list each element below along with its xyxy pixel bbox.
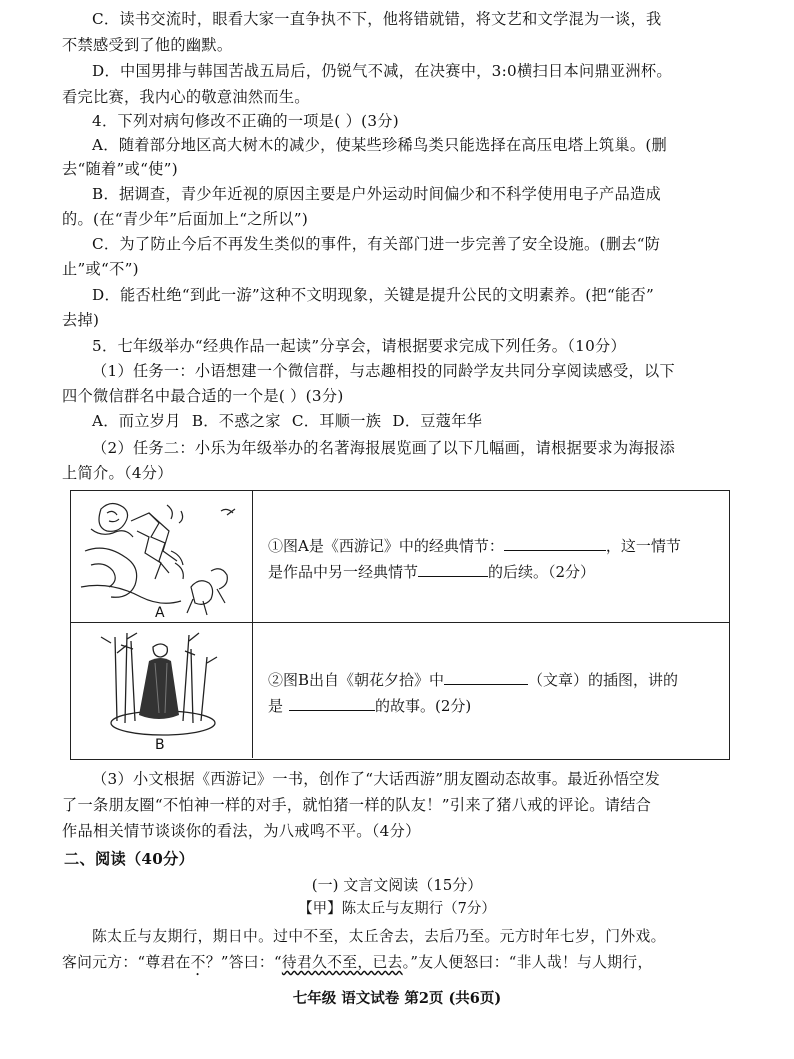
- row-a-q1-post: ，这一情节: [605, 537, 681, 555]
- q5-task3-line2: 了一条朋友圈“不怕神一样的对手，就怕猪一样的队友！”引来了猪八戒的评论。请结合: [62, 796, 652, 814]
- q3-option-c-line1: C．读书交流时，眼看大家一直争执不下，他将错就错，将文艺和文学混为一谈，我: [92, 10, 662, 28]
- q4-option-d-line2: 去掉): [62, 311, 100, 329]
- passage-line2-a: 客问元方：“尊君在: [62, 954, 191, 971]
- row-b-question-line2: [268, 693, 471, 719]
- q3-option-d-line2: 看完比赛，我内心的敬意油然而生。: [62, 88, 310, 106]
- answer-blank-b1[interactable]: [444, 670, 528, 685]
- section-reading-title: 二、阅读（40分）: [64, 850, 195, 868]
- q5-task3-line3: 作品相关情节谈谈你的看法，为八戒鸣不平。（4分）: [62, 822, 421, 840]
- row-b-q1-pre: ②图B出自《朝花夕拾》中: [268, 671, 445, 689]
- poster-row-a: [71, 491, 729, 623]
- illustration-b-bamboo-figure: [71, 623, 251, 753]
- q5-stem: 5．七年级举办“经典作品一起读”分享会，请根据要求完成下列任务。（10分）: [92, 337, 627, 355]
- q4-stem: 4．下列对病句修改不正确的一项是( ）(3分): [92, 112, 400, 130]
- q3-option-c-line2: 不禁感受到了他的幽默。: [62, 36, 233, 54]
- page-footer: 七年级 语文试卷 第2页 (共6页): [292, 990, 502, 1007]
- poster-row-b-text: [254, 623, 729, 758]
- q4-option-d-line1: D．能否杜绝“到此一游”这种不文明现象，关键是提升公民的文明素养。(把“能否”: [92, 286, 655, 304]
- answer-blank-a1[interactable]: [504, 536, 606, 551]
- poster-table: [70, 490, 730, 760]
- passage-line2-emph: 不: [190, 954, 206, 971]
- classical-reading-subtitle: (一) 文言文阅读（15分）: [311, 876, 483, 894]
- row-a-question-line1: [268, 533, 681, 559]
- q4-option-b-line2: 的。(在“青少年”后面加上“之所以”): [62, 210, 309, 228]
- passage-title: 【甲】陈太丘与友期行（7分）: [298, 901, 496, 917]
- passage-line1: 陈太丘与友期行，期日中。过中不至，太丘舍去，去后乃至。元方时年七岁，门外戏。: [92, 928, 666, 945]
- row-b-q2-pre: 是: [268, 697, 284, 715]
- illustration-b-cell: [71, 623, 253, 758]
- q4-option-a-line1: A．随着部分地区高大树木的减少，使某些珍稀鸟类只能选择在高压电塔上筑巢。(删: [92, 136, 668, 154]
- q5-task1-line2: 四个微信群名中最合适的一个是( ）(3分): [62, 387, 344, 405]
- row-b-question-line1: [268, 667, 678, 693]
- row-a-q2-post: 的后续。（2分）: [488, 563, 596, 581]
- q5-task1-options: A．而立岁月 B．不惑之家 C．耳顺一族 D．豆蔻年华: [92, 412, 483, 430]
- answer-blank-b2[interactable]: [289, 696, 375, 711]
- poster-row-a-text: [254, 491, 729, 622]
- passage-line2-underlined: 待君久不至，已去: [281, 954, 403, 971]
- q5-task2-line2: 上简介。（4分）: [62, 464, 173, 482]
- q4-option-c-line1: C．为了防止今后不再发生类似的事件，有关部门进一步完善了安全设施。(删去“防: [92, 235, 661, 253]
- passage-line2: [62, 952, 742, 979]
- q4-option-a-line2: 去“随着”或“使”): [62, 160, 178, 178]
- row-a-q1-pre: ①图A是《西游记》中的经典情节：: [268, 537, 504, 555]
- answer-blank-a2[interactable]: [418, 562, 488, 577]
- row-b-q2-post: 的故事。(2分): [375, 697, 472, 715]
- row-b-q1-post: （文章）的插图，讲的: [528, 671, 679, 689]
- q5-task2-line1: （2）任务二：小乐为年级举办的名著海报展览画了以下几幅画，请根据要求为海报添: [92, 439, 675, 457]
- q3-option-d-line1: D．中国男排与韩国苦战五局后，仍锐气不减，在决赛中，3:0横扫日本问鼎亚洲杯。: [92, 62, 672, 80]
- illustration-a-cell: [71, 491, 253, 622]
- illustration-a-caption: A: [155, 605, 165, 621]
- q4-option-b-line1: B．据调查，青少年近视的原因主要是户外运动时间偏少和不科学使用电子产品造成: [92, 185, 662, 203]
- passage-line2-c: ？”答曰：“: [205, 954, 282, 971]
- q5-task3-line1: （3）小文根据《西游记》一书，创作了“大话西游”朋友圈动态故事。最近孙悟空发: [92, 770, 661, 788]
- poster-row-b: [71, 623, 729, 758]
- row-a-question-line2: [268, 559, 595, 585]
- illustration-a-journey-west: [71, 491, 251, 621]
- q4-option-c-line2: 止”或“不”): [62, 260, 139, 278]
- passage-line2-e: 。”友人便怒曰：“非人哉！与人期行，: [402, 954, 653, 971]
- q5-task1-line1: （1）任务一：小语想建一个微信群，与志趣相投的同龄学友共同分享阅读感受，以下: [92, 362, 675, 380]
- row-a-q2-pre: 是作品中另一经典情节: [268, 563, 419, 581]
- illustration-b-caption: B: [155, 737, 165, 753]
